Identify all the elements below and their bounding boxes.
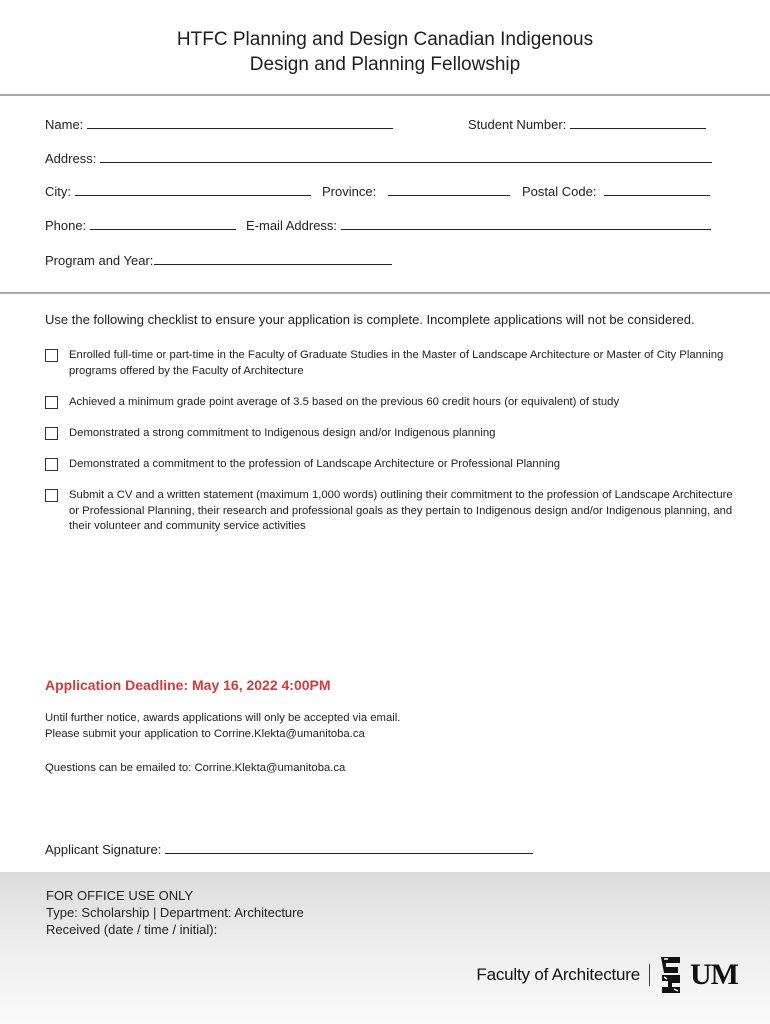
- faculty-name: Faculty of Architecture: [476, 965, 641, 984]
- program-year-label: Program and Year:: [45, 253, 154, 268]
- office-use-received: Received (date / time / initial):: [46, 922, 218, 937]
- checklist-item[interactable]: [45, 395, 740, 411]
- address-input-line[interactable]: [100, 151, 712, 163]
- title-line-1: HTFC Planning and Design Canadian Indigenous: [176, 29, 594, 50]
- name-input-line[interactable]: [87, 117, 393, 129]
- city-field[interactable]: [45, 184, 311, 200]
- title-line-2: Design and Planning Fellowship: [249, 54, 521, 75]
- email-label: E-mail Address:: [246, 218, 338, 233]
- signature-input-line[interactable]: [165, 842, 533, 854]
- email-field[interactable]: [246, 218, 711, 234]
- checklist-item-text: Demonstrated a commitment to the profession of Landscape Architecture or Professional Planning: [69, 458, 561, 470]
- office-use-panel: [0, 872, 770, 1024]
- email-input-line[interactable]: [341, 218, 711, 230]
- postal-code-field[interactable]: [522, 184, 710, 200]
- checkbox[interactable]: [45, 427, 58, 440]
- student-number-field[interactable]: [468, 117, 706, 133]
- um-logotype: UM: [690, 958, 738, 991]
- city-label: City:: [45, 184, 71, 199]
- signature-field[interactable]: [45, 842, 533, 858]
- name-field[interactable]: [45, 117, 393, 133]
- postal-code-label: Postal Code:: [522, 184, 597, 199]
- checklist-item-text: Enrolled full-time or part-time in the Faculty of Graduate Studies in the Master of Landscape Architecture or Master of City Planning programs offered by the Faculty of Architecture: [69, 349, 724, 377]
- checklist-item[interactable]: [45, 348, 740, 379]
- deadline-notice-1: Until further notice, awards applications will only be accepted via email.: [45, 712, 401, 724]
- program-year-field[interactable]: [45, 253, 392, 269]
- office-use-heading: FOR OFFICE USE ONLY: [46, 888, 194, 903]
- faculty-logo: [476, 952, 738, 998]
- checkbox[interactable]: [45, 489, 58, 502]
- address-field[interactable]: [45, 151, 712, 167]
- office-use-type: Type: Scholarship | Department: Architecture: [46, 905, 304, 920]
- name-label: Name:: [45, 117, 84, 132]
- crest-icon: [658, 953, 684, 997]
- phone-label: Phone:: [45, 218, 87, 233]
- checklist-item-text: Demonstrated a strong commitment to Indigenous design and/or Indigenous planning: [69, 427, 496, 439]
- checklist-item[interactable]: [45, 426, 740, 442]
- checkbox[interactable]: [45, 458, 58, 471]
- address-label: Address:: [45, 151, 97, 166]
- checklist-item[interactable]: [45, 457, 740, 473]
- province-label: Province:: [322, 184, 377, 199]
- checklist-item-text: Achieved a minimum grade point average of 3.5 based on the previous 60 credit hours (or equivalent) of study: [69, 396, 620, 408]
- logo-divider: [649, 964, 650, 986]
- signature-label: Applicant Signature:: [45, 842, 162, 857]
- deadline-notice-2: Please submit your application to Corrine.Klekta@umanitoba.ca: [45, 728, 365, 740]
- divider-middle: [0, 292, 770, 294]
- page-title: [0, 27, 770, 77]
- checkbox[interactable]: [45, 396, 58, 409]
- postal-code-input-line[interactable]: [604, 184, 710, 196]
- checklist-item[interactable]: [45, 488, 740, 535]
- province-input-line[interactable]: [388, 184, 510, 196]
- deadline-heading: Application Deadline: May 16, 2022 4:00PM: [45, 677, 331, 693]
- checkbox[interactable]: [45, 349, 58, 362]
- phone-field[interactable]: [45, 218, 236, 234]
- province-field[interactable]: [322, 184, 510, 200]
- checklist-intro: Use the following checklist to ensure your application is complete. Incomplete applications will not be considered.: [45, 312, 695, 327]
- divider-top: [0, 94, 770, 96]
- phone-input-line[interactable]: [90, 218, 236, 230]
- checklist-item-text: Submit a CV and a written statement (maximum 1,000 words) outlining their commitment to the profession of Landscape Architecture or Professional Planning, their research and professional goals as they pertain to Indigenous design and/or Indigenous planning, and their volunteer and community service activities: [69, 489, 733, 532]
- student-number-label: Student Number:: [468, 117, 567, 132]
- student-number-input-line[interactable]: [570, 117, 706, 129]
- city-input-line[interactable]: [75, 184, 311, 196]
- office-use-text: [46, 887, 304, 938]
- program-year-input-line[interactable]: [154, 253, 392, 265]
- questions-text: Questions can be emailed to: Corrine.Klekta@umanitoba.ca: [45, 762, 346, 774]
